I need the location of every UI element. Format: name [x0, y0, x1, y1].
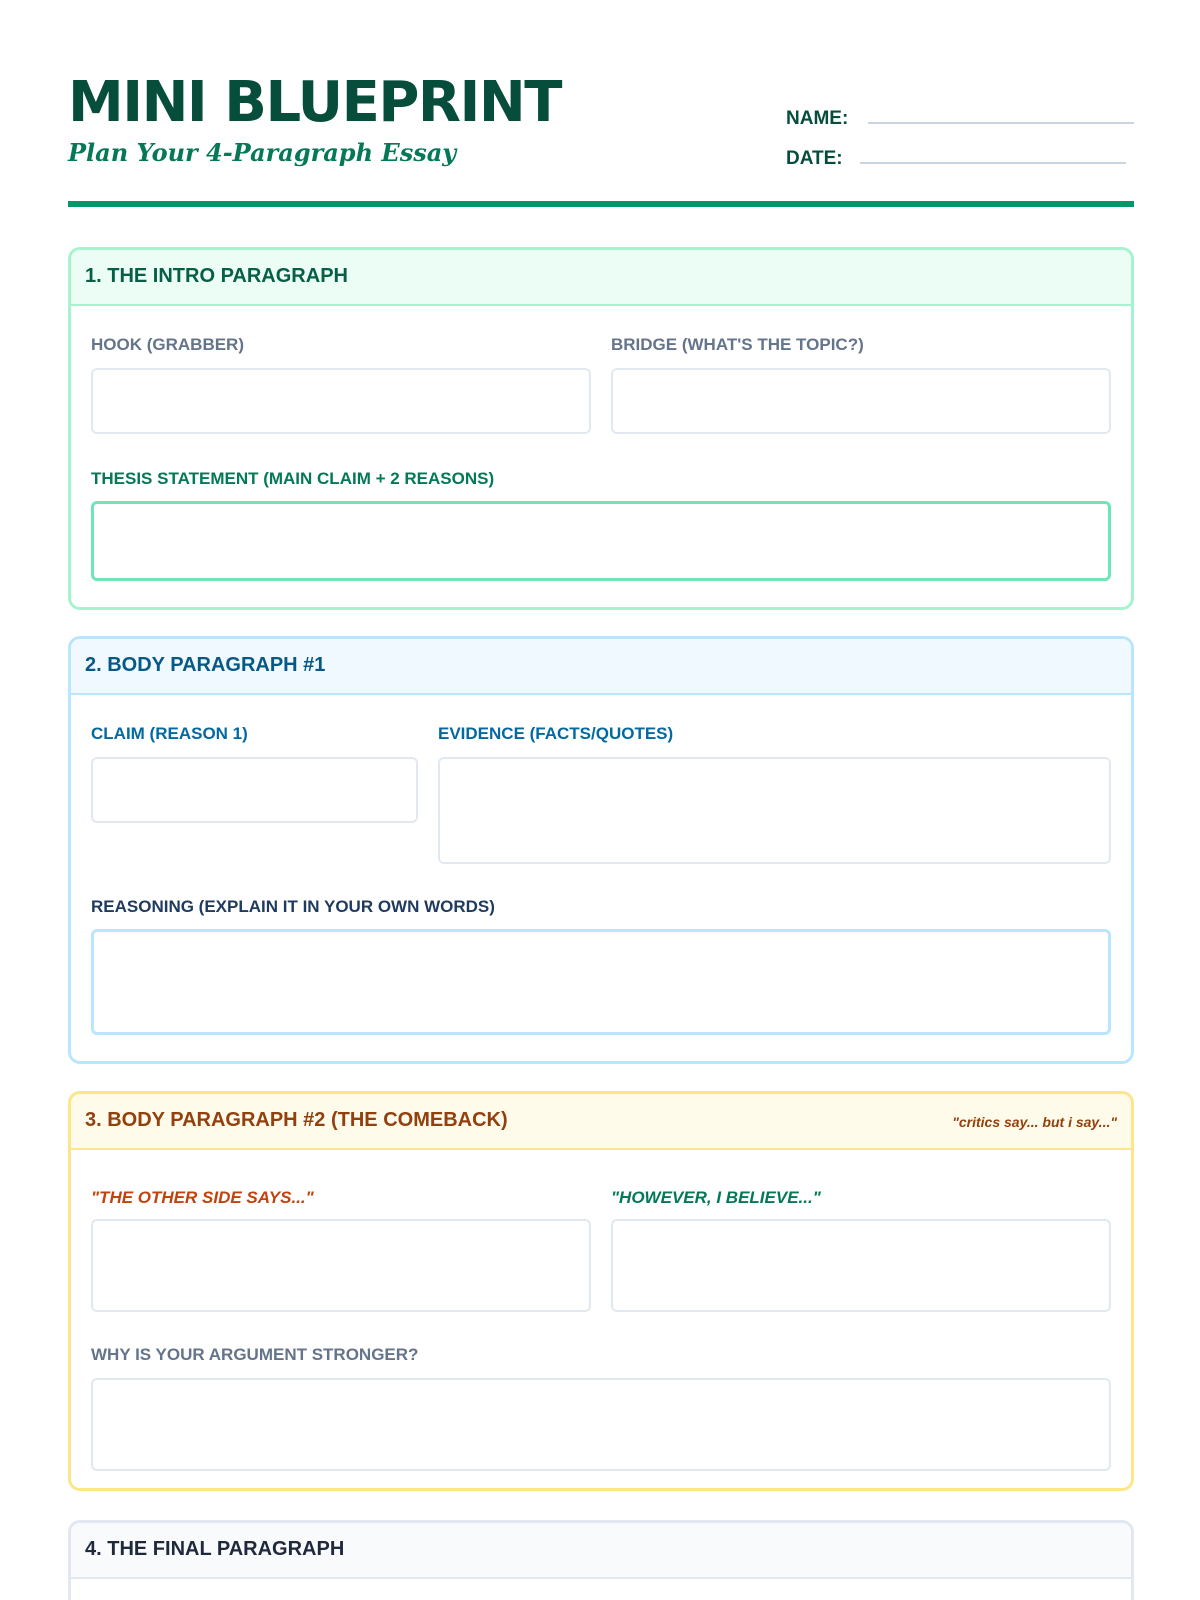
hook-label: HOOK (GRABBER): [91, 335, 244, 354]
name-label: NAME:: [786, 108, 849, 129]
date-field[interactable]: [786, 146, 1134, 176]
however-input[interactable]: [611, 1219, 1111, 1312]
however-label: "HOWEVER, I BELIEVE...": [611, 1188, 821, 1207]
thesis-label: THESIS STATEMENT (MAIN CLAIM + 2 REASONS): [91, 469, 495, 488]
bridge-input[interactable]: [611, 368, 1111, 434]
claim-input[interactable]: [91, 757, 418, 823]
body-paragraph-2-section: [68, 1091, 1134, 1491]
final-paragraph-section: [68, 1520, 1134, 1600]
body-paragraph-1-section: [68, 636, 1134, 1064]
body2-section-title: 3. BODY PARAGRAPH #2 (THE COMEBACK): [85, 1109, 508, 1131]
evidence-input[interactable]: [438, 757, 1111, 864]
date-label: DATE:: [786, 148, 843, 169]
intro-section-title: 1. THE INTRO PARAGRAPH: [85, 265, 348, 287]
body1-section-title: 2. BODY PARAGRAPH #1: [85, 654, 326, 676]
body2-section-header: [71, 1094, 1131, 1150]
hook-input[interactable]: [91, 368, 591, 434]
name-input-line[interactable]: [868, 122, 1134, 124]
name-field[interactable]: [786, 106, 1134, 136]
body2-section-note: "critics say... but i say...": [952, 1114, 1117, 1130]
final-section-title: 4. THE FINAL PARAGRAPH: [85, 1538, 345, 1560]
intro-section-header: [71, 250, 1131, 306]
thesis-input[interactable]: [91, 501, 1111, 581]
evidence-label: EVIDENCE (FACTS/QUOTES): [438, 724, 674, 743]
stronger-argument-label: WHY IS YOUR ARGUMENT STRONGER?: [91, 1345, 419, 1364]
bridge-label: BRIDGE (WHAT'S THE TOPIC?): [611, 335, 864, 354]
other-side-label: "THE OTHER SIDE SAYS...": [91, 1188, 314, 1207]
page-title: MINI BLUEPRINT: [68, 70, 561, 135]
header-divider: [68, 201, 1134, 207]
final-section-header: [71, 1523, 1131, 1579]
body1-section-header: [71, 639, 1131, 695]
date-input-line[interactable]: [860, 162, 1126, 164]
worksheet-header: [68, 72, 1134, 208]
stronger-argument-input[interactable]: [91, 1378, 1111, 1471]
reasoning-label: REASONING (EXPLAIN IT IN YOUR OWN WORDS): [91, 897, 495, 916]
intro-paragraph-section: [68, 247, 1134, 610]
reasoning-input[interactable]: [91, 929, 1111, 1035]
page-subtitle: Plan Your 4-Paragraph Essay: [68, 138, 457, 167]
other-side-input[interactable]: [91, 1219, 591, 1312]
claim-label: CLAIM (REASON 1): [91, 724, 248, 743]
